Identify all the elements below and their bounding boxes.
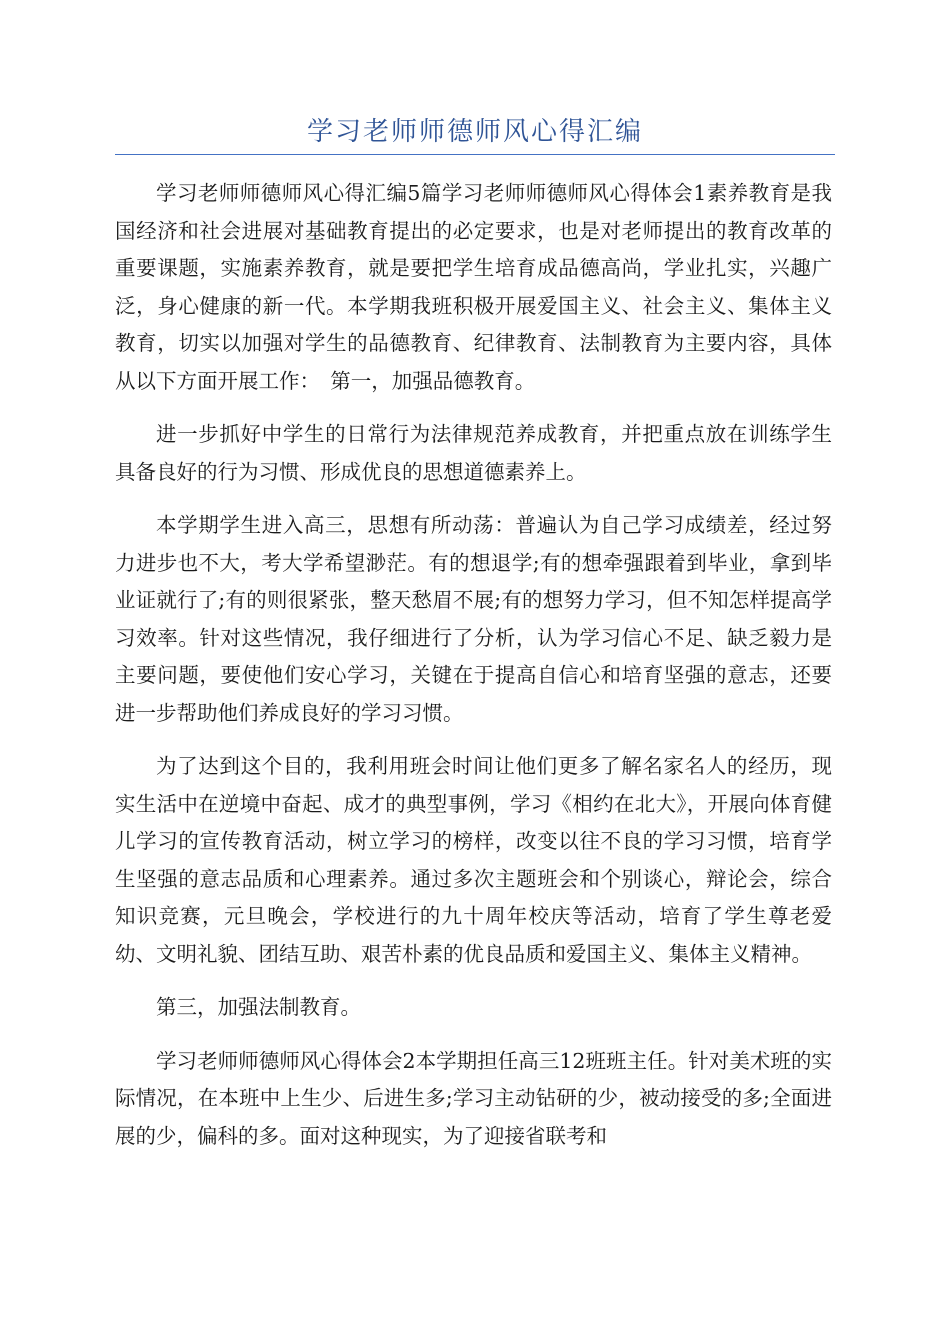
paragraph: 学习老师师德师风心得汇编5篇学习老师师德师风心得体会1素养教育是我国经济和社会进展对基础教育提出的必定要求，也是对老师提出的教育改革的重要课题，实施素养教育，就是要把学生培育成品德高尚，学业扎实，兴趣广泛，身心健康的新一代。本学期我班积极开展爱国主义、社会主义、集体主义教育，切实以加强对学生的品德教育、纪律教育、法制教育为主要内容，具体从以下方面开展工作： 第一，加强品德教育。: [115, 181, 832, 393]
paragraph: 第三，加强法制教育。: [156, 995, 361, 1019]
title-underline: [115, 154, 835, 155]
paragraph: 进一步抓好中学生的日常行为法律规范养成教育，并把重点放在训练学生具备良好的行为习惯、形成优良的思想道德素养上。: [115, 422, 832, 484]
document-title: 学习老师师德师风心得汇编: [306, 117, 643, 147]
document-body: [115, 175, 832, 1171]
paragraph: 本学期学生进入高三，思想有所动荡：普遍认为自己学习成绩差，经过努力进步也不大，考大学希望渺茫。有的想退学;有的想牵强跟着到毕业，拿到毕业证就行了;有的则很紧张，整天愁眉不展;有的想努力学习，但不知怎样提高学习效率。针对这些情况，我仔细进行了分析，认为学习信心不足、缺乏毅力是主要问题，要使他们安心学习，关键在于提高自信心和培育坚强的意志，还要进一步帮助他们养成良好的学习习惯。: [115, 513, 832, 725]
paragraph: 为了达到这个目的，我利用班会时间让他们更多了解名家名人的经历，现实生活中在逆境中奋起、成才的典型事例，学习《相约在北大》，开展向体育健儿学习的宣传教育活动，树立学习的榜样，改变以往不良的学习习惯，培育学生坚强的意志品质和心理素养。通过多次主题班会和个别谈心，辩论会，综合知识竞赛，元旦晚会，学校进行的九十周年校庆等活动，培育了学生尊老爱幼、文明礼貌、团结互助、艰苦朴素的优良品质和爱国主义、集体主义精神。: [115, 754, 832, 966]
paragraph: 学习老师师德师风心得体会2本学期担任高三12班班主任。针对美术班的实际情况，在本班中上生少、后进生多;学习主动钻研的少，被动接受的多;全面进展的少，偏科的多。面对这种现实，为了迎接省联考和: [115, 1048, 832, 1148]
